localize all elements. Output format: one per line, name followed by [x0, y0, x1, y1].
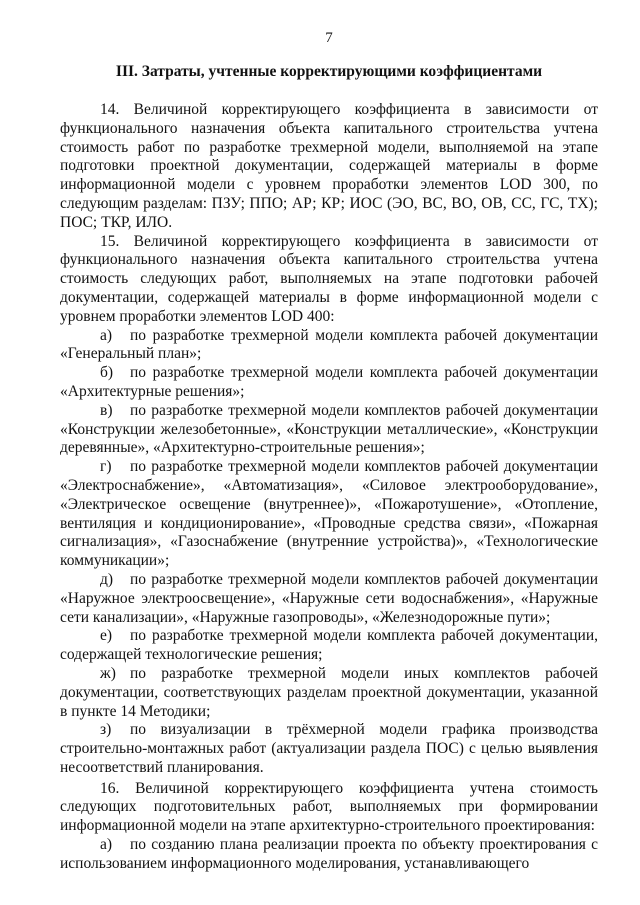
page-number: 7: [325, 30, 333, 46]
list-marker: ж): [100, 664, 116, 682]
list-item-text: по разработке трехмерной модели комплекта рабочей документации «Генеральный план»;: [60, 326, 598, 363]
list-item-text: по созданию плана реализации проекта по объекту проектирования с использованием информационного моделирования, устанавливающего: [60, 836, 598, 872]
list-item: [60, 327, 598, 365]
list-item: [60, 571, 598, 627]
list-item: [60, 836, 598, 874]
list-marker: б): [100, 364, 114, 382]
list-item-text: по разработке трехмерной модели иных комплектов рабочей документации, соответствующих разделам проектной документации, указанной в пункте 14 Методики;: [60, 664, 598, 720]
paragraph-16: 16. Величиной корректирующего коэффициента учтена стоимость следующих подготовительных работ, выполняемых при формировании информационной модели на этапе архитектурно-строительного проектирования:: [60, 779, 598, 835]
list-item: [60, 721, 598, 777]
list-item-text: по разработке трехмерной модели комплектов рабочей документации «Конструкции железобетонные», «Конструкции металлические», «Конструкции деревянные», «Архитектурно-строительные решения»;: [60, 401, 598, 457]
list-marker: з): [100, 721, 112, 739]
list-marker: е): [100, 627, 113, 645]
paragraph-14: 14. Величиной корректирующего коэффициента в зависимости от функционального назначения объекта капитального строительства учтена стоимость работ по разработке трехмерной модели, выполняемой на этапе подготовки проектной документации, содержащей материалы в форме информационной модели с уровнем проработки элементов LOD 300, по следующим разделам: ПЗУ; ППО; АР; КР; ИОС (ЭО, ВС, ВО, ОВ, СС, ГС, ТХ); ПОС; ТКР, ИЛО.: [60, 101, 598, 231]
list-items-16: [60, 836, 598, 874]
list-item: [60, 402, 598, 458]
list-item: [60, 364, 598, 402]
list-marker: в): [100, 401, 113, 419]
list-items-15: [60, 327, 598, 778]
section-title: III. Затраты, учтенные корректирующими коэффициентами: [115, 63, 543, 80]
list-marker: д): [100, 570, 114, 588]
list-marker: а): [100, 326, 113, 344]
list-item: [60, 458, 598, 571]
list-item-text: по разработке трехмерной модели комплекта рабочей документации «Архитектурные решения»;: [60, 364, 598, 400]
paragraph-15: 15. Величиной корректирующего коэффициента в зависимости от функционального назначения объекта капитального строительства учтена стоимость следующих работ, выполняемых на этапе подготовки рабочей документации, содержащей материалы в форме информационной модели с уровнем проработки элементов LOD 400:: [60, 232, 598, 325]
list-item: [60, 665, 598, 721]
list-marker: а): [100, 836, 113, 854]
list-item-text: по визуализации в трёхмерной модели графика производства строительно-монтажных работ (актуализации раздела ПОС) с целью выявления несоответствий планирования.: [60, 721, 598, 776]
list-item-text: по разработке трехмерной модели комплектов рабочей документации «Наружное электроосвещение», «Наружные сети водоснабжения», «Наружные сети канализации», «Наружные газопроводы», «Железнодорожные пути»;: [60, 570, 598, 626]
list-item-text: по разработке трехмерной модели комплектов рабочей документации «Электроснабжение», «Автоматизация», «Силовое электрооборудование», «Электрическое освещение (внутреннее)», «Пожаротушение», «Отопление, вентиляция и кондиционирование», «Проводные средства связи», «Пожарная сигнализация», «Газоснабжение (внутренние устройства)», «Технологические коммуникации»;: [60, 458, 598, 570]
list-item-text: по разработке трехмерной модели комплекта рабочей документации, содержащей технологические решения;: [60, 627, 598, 664]
list-marker: г): [100, 458, 112, 476]
list-item: [60, 627, 598, 665]
